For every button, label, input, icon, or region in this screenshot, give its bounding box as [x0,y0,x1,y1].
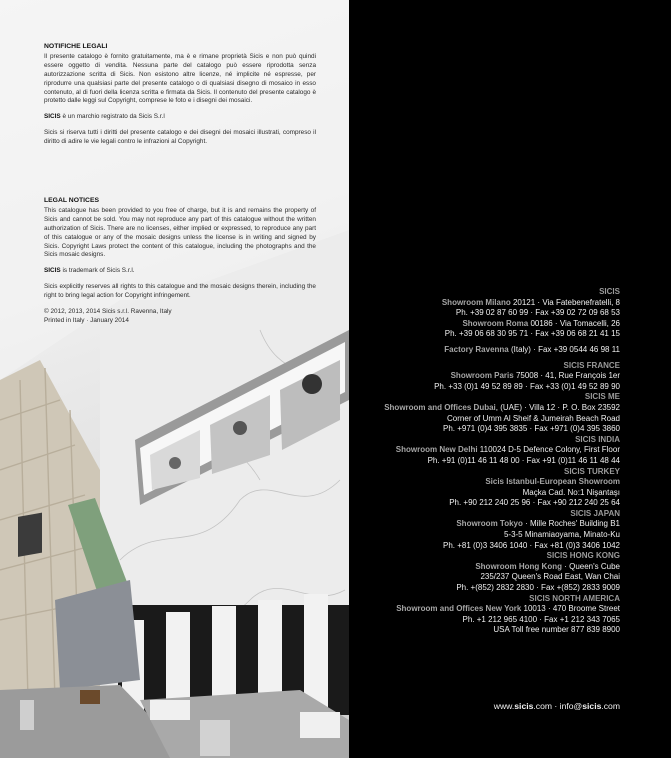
istanbul-address: Maçka Cad. No:1 Nişantaşı [522,487,620,497]
dubai-address-line2: Corner of Umm Al Sheif & Jumeirah Beach Road [447,413,620,423]
showroom-new-delhi-label: Showroom New Delhi [395,445,478,455]
istanbul-phone: Ph. +90 212 240 25 96 · Fax +90 212 240 25 64 [449,498,620,508]
web-suffix: .com [601,701,620,711]
copyright-line: © 2012, 2013, 2014 Sicis s.r.l. Ravenna, Italy [44,308,172,316]
region-heading-india: SICIS INDIA [575,434,620,444]
printed-line: Printed in Italy · January 2014 [44,316,129,324]
paris-phone: Ph. +33 (0)1 49 52 89 89 · Fax +33 (0)1 49 52 89 90 [434,381,620,391]
english-trademark-line [44,267,316,276]
contacts-list [320,287,620,636]
wall-panel [18,513,42,557]
showroom-paris [320,371,620,382]
region-heading-japan: SICIS JAPAN [570,508,620,518]
factory-ravenna [320,345,620,356]
showroom-tokyo [320,519,620,530]
factory-ravenna-fax: (Italy) · Fax +39 0544 46 98 11 [508,344,620,354]
italian-legal-notice [44,43,316,154]
sicis-brand-text: SICIS [44,113,61,121]
sicis-brand-text: SICIS [44,267,61,275]
milano-phone: Ph. +39 02 87 60 99 · Fax +39 02 72 09 68 53 [455,308,620,318]
new-york-phone: Ph. +1 212 965 4100 · Fax +1 212 343 7065 [462,614,620,624]
showroom-hong-kong-label: Showroom Hong Kong [475,561,562,571]
website-link[interactable]: sicis [514,701,534,711]
email-link[interactable]: sicis [582,701,602,711]
showroom-milano-label: Showroom Milano [441,297,511,307]
italian-rights-paragraph: Sicis si riserva tutti i diritti del presente catalogo e dei disegni dei mosaici illustrati, compreso il diritto di adire le vie legali contro le infrazioni al Copyright. [44,129,316,146]
showroom-istanbul-label: Sicis Istanbul-European Showroom [485,477,620,487]
showroom-dubai-address: , (UAE) · Villa 12 · P. O. Box 23592 [495,402,620,412]
showroom-paris-address: 75008 · 41, Rue François 1er [513,371,620,381]
showroom-milano-address: 20121 · Via Fatebenefratelli, 8 [510,297,620,307]
showroom-paris-label: Showroom Paris [450,371,514,381]
showroom-roma-address: 00186 · Via Tomacelli, 26 [528,318,620,328]
showroom-new-delhi-address: 110024 D-5 Defence Colony, First Floor [477,445,620,455]
english-legal-paragraph: This catalogue has been provided to you free of charge, but it is and remains the property of Sicis and cannot be sold. You may not reproduce any part of this catalogue without the written authorization of Sicis. There are no licenses, either implied or expressed, to reproduce any part of this catalogue or any of the mosaic designs unless the license is in writing and signed by Sicis. Copyright Laws protect the content of this catalogue, including the photographs and the Sicis mosaic designs. [44,206,316,259]
showroom-roma [320,319,620,330]
showroom-new-york-label: Showroom and Offices New York [396,604,522,614]
showroom-new-york [320,604,620,615]
english-trademark-text: is trademark of Sicis S.r.l. [60,267,135,275]
hong-kong-address-line2: 235/237 Queen's Road East, Wan Chai [480,572,620,582]
region-heading-hong-kong: SICIS HONG KONG [546,551,620,561]
web-mid: .com · info@ [533,701,583,711]
showroom-dubai-label: Showroom and Offices Dubai [384,402,496,412]
italian-trademark-line [44,113,316,122]
region-heading-france: SICIS FRANCE [563,360,620,370]
factory-ravenna-label: Factory Ravenna [444,344,509,354]
region-heading-sicis: SICIS [599,287,620,296]
region-heading-turkey: SICIS TURKEY [563,466,620,476]
showroom-tokyo-label: Showroom Tokyo [456,519,523,529]
italian-trademark-text: è un marchio registrato da Sicis S.r.l [60,113,165,121]
showroom-hong-kong [320,562,620,573]
showroom-hong-kong-address: · Queen's Cube [561,561,620,571]
usa-toll-free: USA Toll free number 877 839 8900 [493,625,620,635]
contacts-panel [349,0,671,758]
web-prefix: www. [493,701,515,711]
english-rights-paragraph: Sicis explicitly reserves all rights to this catalogue and the mosaic designs therein, including the right to bring legal action for Copyright infringement. [44,283,316,300]
region-heading-north-america: SICIS NORTH AMERICA [529,593,620,603]
english-legal-heading: LEGAL NOTICES [44,197,100,204]
showroom-roma-label: Showroom Roma [462,318,529,328]
tokyo-address-line2: 5-3-5 Minamiaoyama, Minato-Ku [503,530,620,540]
website-email-line [494,701,620,712]
showroom-dubai [320,403,620,414]
showroom-milano [320,298,620,309]
dubai-phone: Ph. +971 (0)4 395 3835 · Fax +971 (0)4 395 3860 [442,424,620,434]
hong-kong-phone: Ph. +(852) 2832 2830 · Fax +(852) 2833 9009 [456,583,620,593]
roma-phone: Ph. +39 06 68 30 95 71 · Fax +39 06 68 21 41 15 [444,329,620,339]
showroom-new-york-address: 10013 · 470 Broome Street [521,604,620,614]
showroom-tokyo-address: · Mille Roches' Building B1 [522,519,620,529]
italian-legal-paragraph: Il presente catalogo è fornito gratuitamente, ma è e rimane proprietà Sicis e non può quindi essere oggetto di vendita. Nessuna parte del catalogo può essere riprodotta senza autorizzazione scritta di Sicis. Non esistono altre licenze, né implicite né espresse, per riprodurre una qualsiasi parte del presente catalogo o di qualsiasi disegno di mosaico in esso contenuto, al di fuori della licenza scritta e firmata da Sicis. Il contenuto del presente catalogo è protetto dalle leggi sul Copyright, comprese le foto e i disegni dei mosaici. [44,52,316,105]
region-heading-me: SICIS ME [584,392,620,402]
new-delhi-phone: Ph. +91 (0)11 46 11 48 00 · Fax +91 (0)11 46 11 48 44 [427,455,620,465]
english-legal-notice [44,197,316,326]
showroom-new-delhi [320,445,620,456]
tokyo-phone: Ph. +81 (0)3 3406 1040 · Fax +81 (0)3 3406 1042 [442,540,620,550]
italian-legal-heading: NOTIFICHE LEGALI [44,43,108,50]
